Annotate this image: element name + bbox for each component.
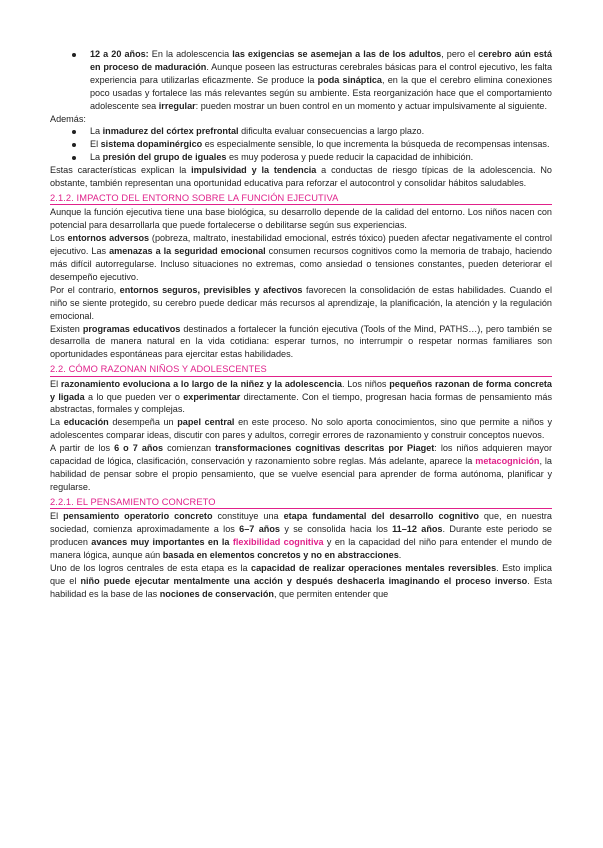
- section-heading-2-1-2: 2.1.2. IMPACTO DEL ENTORNO SOBRE LA FUNCIÓN EJECUTIVA: [50, 192, 552, 205]
- paragraph: Uno de los logros centrales de esta etapa es la capacidad de realizar operaciones mentales reversibles. Esto implica que el niño puede ejecutar mentalmente una acción y después deshacerla imaginando el proceso inverso. Esta habilidad es la base de las nociones de conservación, que permiten entender que: [50, 562, 553, 599]
- paragraph: Por el contrario, entornos seguros, previsibles y afectivos favorecen la consolidación de estas habilidades. Cuando el niño se siente protegido, su cerebro puede dedicar más recursos al aprendizaje, la planificación, la atención y la regulación emocional.: [50, 284, 552, 321]
- list-item: 12 a 20 años: En la adolescencia las exigencias se asemejan a las de los adultos, pero el cerebro aún está en proceso de maduración. Aunque poseen las estructuras cerebrales básicas para el control ejecutivo, les falta experiencia para utilizarlas eficazmente. Se produce la poda sináptica, en la que el cerebro elimina conexiones poco usadas y fortalece las más relevantes según su ambiente. Esta reorganización hace que el comportamiento adolescente sea irregular: pueden mostrar un buen control en un momento y actuar impulsivamente al siguiente.: [50, 48, 552, 113]
- bullet-icon: [72, 130, 76, 134]
- bullet-icon: [72, 156, 76, 160]
- paragraph: La educación desempeña un papel central en este proceso. No solo aporta conocimientos, sino que permite a niños y adolescentes comparar ideas, discutir con pares y adultos, corregir errores de razonamiento y construir conceptos nuevos.: [50, 417, 552, 441]
- paragraph: Los entornos adversos (pobreza, maltrato, inestabilidad emocional, estrés tóxico) pueden afectar negativamente el control ejecutivo. Las amenazas a la seguridad emocional consumen recursos cognitivos como la memoria de trabajo, haciendo más difícil autorregularse. Incluso situaciones no extremas, como ansiedad o tensiones constantes, pueden deteriorar el desempeño ejecutivo.: [50, 233, 552, 282]
- paragraph: Aunque la función ejecutiva tiene una base biológica, su desarrollo depende de la calidad del entorno. Los niños nacen con potencial para desarrollarla que puede fortalecerse o debilitarse según sus experiencias.: [50, 207, 552, 231]
- list-item: La inmadurez del córtex prefrontal dificulta evaluar consecuencias a largo plazo.: [50, 125, 552, 138]
- list-item: La presión del grupo de iguales es muy poderosa y puede reducir la capacidad de inhibición.: [50, 151, 552, 164]
- bullet-icon: [72, 143, 76, 147]
- paragraph: El pensamiento operatorio concreto constituye una etapa fundamental del desarrollo cognitivo que, en nuestra sociedad, comienza aproximadamente a los 6–7 años y se consolida hacia los 11–12 años. Durante este periodo se producen avances muy importantes en la flexibilidad cognitiva y en la capacidad del niño para entender el mundo de manera lógica, aunque aún basada en elementos concretos y no en abstracciones.: [50, 511, 552, 560]
- document-page: [50, 48, 552, 601]
- section-heading-2-2: 2.2. CÓMO RAZONAN NIÑOS Y ADOLESCENTES: [50, 363, 552, 376]
- paragraph: El razonamiento evoluciona a lo largo de la niñez y la adolescencia. Los niños pequeños razonan de forma concreta y ligada a lo que pueden ver o experimentar directamente. Con el tiempo, progresan hacia formas de pensamiento más abstractas, formales y complejas.: [50, 378, 552, 415]
- paragraph: A partir de los 6 o 7 años comienzan transformaciones cognitivas descritas por Piaget: los niños adquieren mayor capacidad de lógica, clasificación, conservación y razonamiento sobre reglas. Más adelante, aparece la metacognición, la habilidad de pensar sobre el propio pensamiento, que se vuelve esencial para aprender de forma autónoma, planificar y regularse.: [50, 443, 552, 492]
- bullet-icon: [72, 53, 76, 57]
- factors-bullet-list: [50, 125, 552, 164]
- age-bullet-list: [50, 48, 552, 113]
- paragraph: Existen programas educativos destinados a fortalecer la función ejecutiva (Tools of the Mind, PATHS…), pero también se desarrolla de manera natural en la vida cotidiana: esperar turnos, no interrumpir o respetar normas familiares son oportunidades espontáneas para ejercitar estas habilidades.: [50, 323, 552, 360]
- section-heading-2-2-1: 2.2.1. EL PENSAMIENTO CONCRETO: [50, 496, 552, 509]
- ademas-label: Además:: [50, 113, 86, 124]
- closing-paragraph: Estas características explican la impulsividad y la tendencia a conductas de riesgo típicas de la adolescencia. No obstante, también representan una oportunidad educativa para reforzar el autocontrol y consolidar hábitos saludables.: [50, 165, 552, 189]
- list-item: El sistema dopaminérgico es especialmente sensible, lo que incrementa la búsqueda de recompensas intensas.: [50, 138, 552, 151]
